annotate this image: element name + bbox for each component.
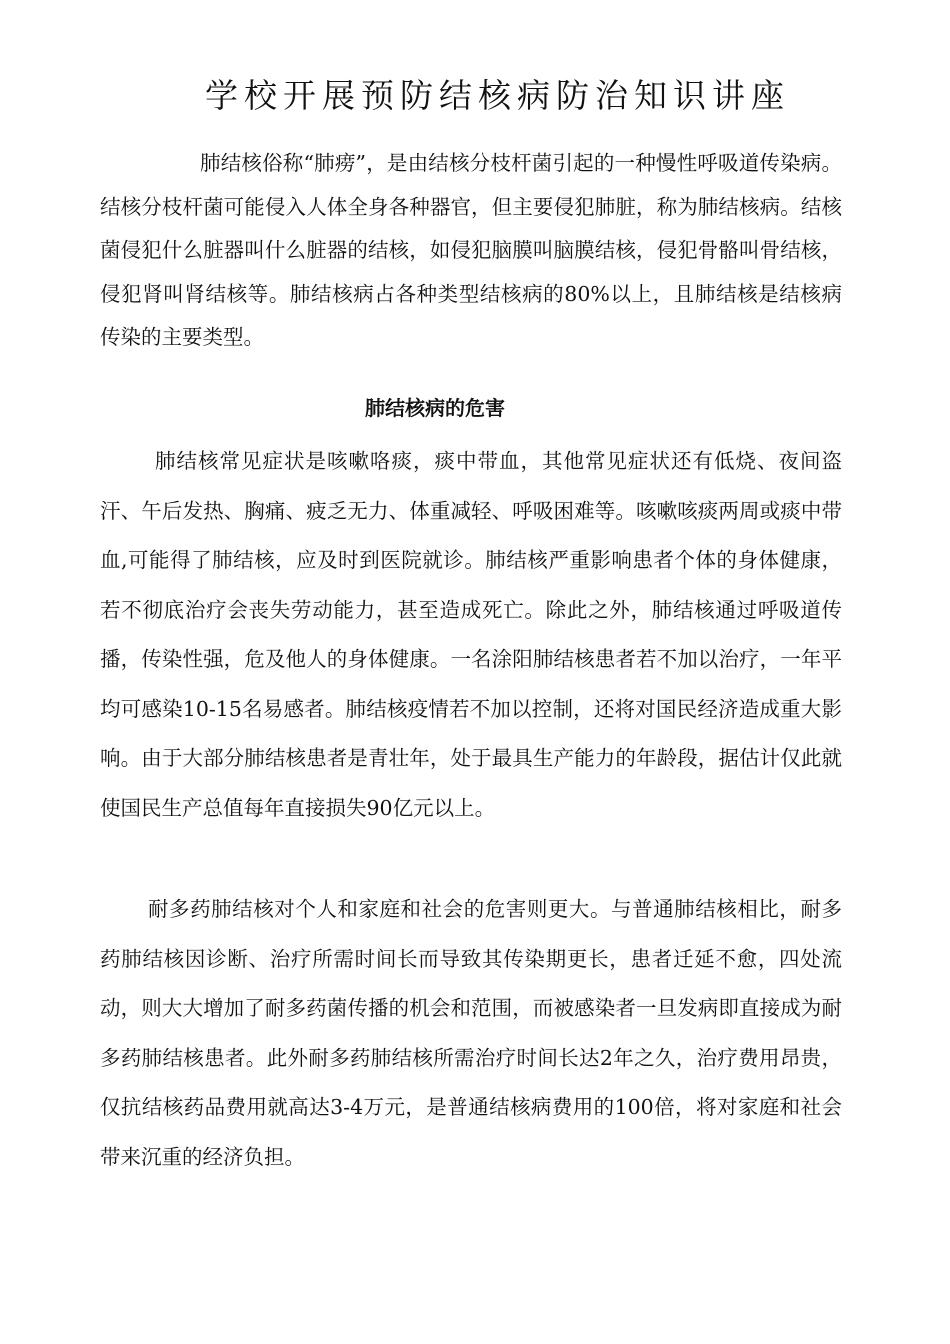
intro-paragraph: 肺结核俗称“肺痨”，是由结核分枝杆菌引起的一种慢性呼吸道传染病。结核分枝杆菌可能侵入人体全身各种器官，但主要侵犯肺脏，称为肺结核病。结核菌侵犯什么脏器叫什么脏器的结核，如侵犯脑膜叫脑膜结核，侵犯骨骼叫骨结核，侵犯肾叫肾结核等。肺结核病占各种类型结核病的80%以上，且肺结核是结核病传染的主要类型。 [100,151,842,349]
mdr-paragraph: 耐多药肺结核对个人和家庭和社会的危害则更大。与普通肺结核相比，耐多药肺结核因诊断、治疗所需时间长而导致其传染期更长，患者迁延不愈，四处流动，则大大增加了耐多药菌传播的机会和范围，而被感染者一旦发病即直接成为耐多药肺结核患者。此外耐多药肺结核所需治疗时间长达2年之久，治疗费用昂贵，仅抗结核药品费用就高达3-4万元，是普通结核病费用的100倍，将对家庭和社会带来沉重的经济负担。 [100,897,842,1169]
section-heading: 肺结核病的危害 [365,396,505,420]
harm-paragraph: 肺结核常见症状是咳嗽咯痰，痰中带血，其他常见症状还有低烧、夜间盗汗、午后发热、胸痛、疲乏无力、体重减轻、呼吸困难等。咳嗽咳痰两周或痰中带血,可能得了肺结核，应及时到医院就诊。肺结核严重影响患者个体的身体健康，若不彻底治疗会丧失劳动能力，甚至造成死亡。除此之外，肺结核通过呼吸道传播，传染性强，危及他人的身体健康。一名涂阳肺结核患者若不加以治疗，一年平均可感染10-15名易感者。肺结核疫情若不加以控制，还将对国民经济造成重大影响。由于大部分肺结核患者是青壮年，处于最具生产能力的年龄段，据估计仅此就使国民生产总值每年直接损失90亿元以上。 [100,449,842,820]
document-title: 学校开展预防结核病防治知识讲座 [205,76,790,115]
